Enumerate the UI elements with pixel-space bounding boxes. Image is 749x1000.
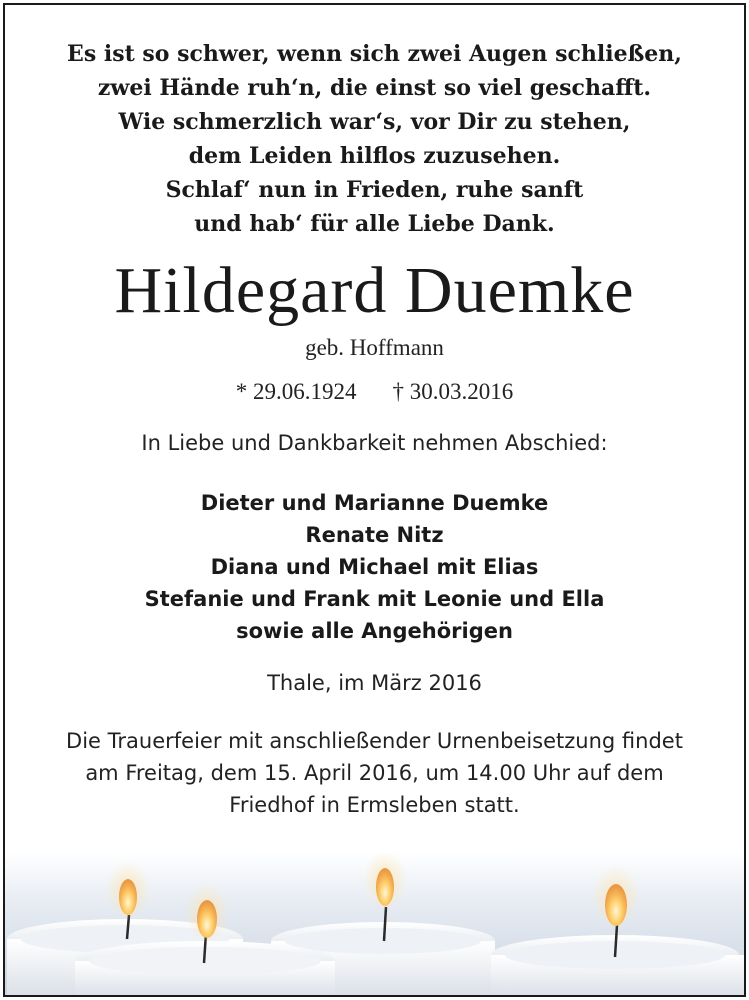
mourner-line: Stefanie und Frank mit Leonie und Ella (144, 587, 605, 611)
mourner-line: Dieter und Marianne Duemke (200, 491, 549, 515)
poem-line: Es ist so schwer, wenn sich zwei Augen schließen, (67, 41, 682, 67)
poem-line: dem Leiden hilflos zuzusehen. (188, 143, 561, 169)
poem-line: zwei Hände ruh‘n, die einst so viel geschafft. (97, 75, 652, 101)
obituary-notice (3, 3, 746, 997)
poem-line: und hab‘ für alle Liebe Dank. (194, 211, 555, 237)
birth-date: * 29.06.1924 (235, 379, 357, 404)
mourners-list (5, 487, 744, 647)
mourner-line: Diana und Michael mit Elias (210, 555, 539, 579)
ceremony-line: am Freitag, dem 15. April 2016, um 14.00 Uhr auf dem (85, 761, 664, 785)
mourner-line: Renate Nitz (305, 523, 444, 547)
ceremony-line: Friedhof in Ermsleben statt. (229, 793, 520, 817)
life-dates (5, 379, 744, 405)
ceremony-line: Die Trauerfeier mit anschließender Urnenbeisetzung findet (66, 729, 683, 753)
candles-image (5, 851, 746, 997)
poem-line: Schlaf‘ nun in Frieden, ruhe sanft (165, 177, 584, 203)
memorial-poem (5, 37, 744, 241)
farewell-intro: In Liebe und Dankbarkeit nehmen Abschied: (141, 431, 608, 455)
mourner-line: sowie alle Angehörigen (236, 619, 513, 643)
death-date: † 30.03.2016 (392, 379, 514, 404)
maiden-name: geb. Hoffmann (305, 335, 444, 360)
place-date: Thale, im März 2016 (267, 671, 482, 695)
poem-line: Wie schmerzlich war‘s, vor Dir zu stehen, (118, 109, 631, 135)
ceremony-info (5, 725, 744, 821)
deceased-name: Hildegard Duemke (114, 254, 635, 327)
